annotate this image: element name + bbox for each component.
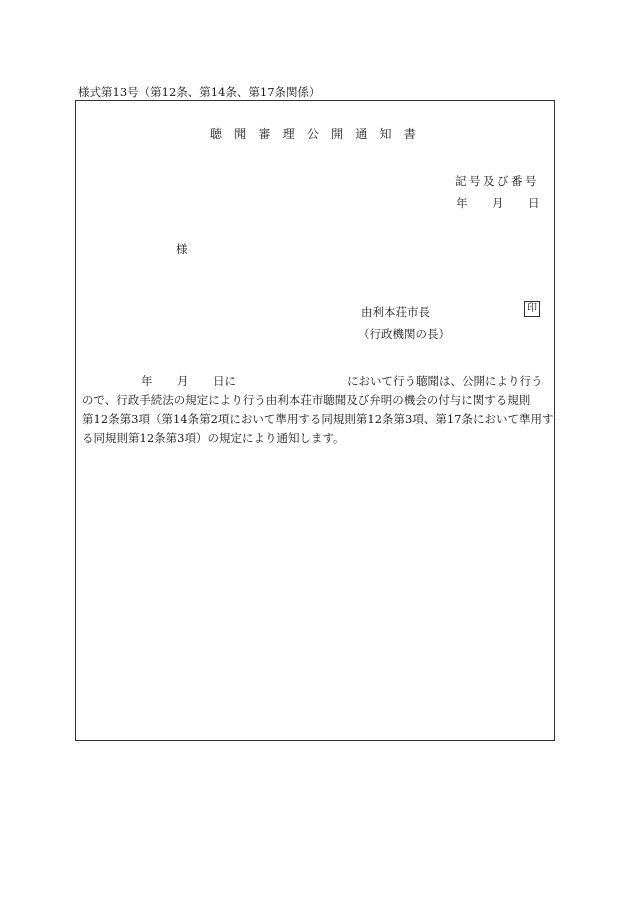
date-day-label: 日 xyxy=(528,196,540,210)
body-line-3: 第12条第3項（第14条第2項において準用する同規則第12条第3項、第17条において準用す xyxy=(82,412,554,426)
hearing-date-day: 日に xyxy=(213,374,236,388)
addressee-suffix: 様 xyxy=(176,242,188,256)
issuer-subtitle: （行政機関の長） xyxy=(358,327,450,341)
date-month-label: 月 xyxy=(492,196,504,210)
hearing-date-year: 年 xyxy=(141,374,153,388)
body-line-4: る同規則第12条第3項）の規定により通知します。 xyxy=(82,431,345,445)
body-line-1: において行う聴聞は、公開により行う xyxy=(347,374,543,388)
hearing-date-month: 月 xyxy=(177,374,189,388)
seal-mark: 印 xyxy=(524,301,540,317)
document-title: 聴 聞 審 理 公 開 通 知 書 xyxy=(210,127,420,141)
body-line-2: ので、行政手続法の規定により行う由利本荘市聴聞及び弁明の機会の付与に関する規則 xyxy=(82,393,531,407)
date-year-label: 年 xyxy=(456,196,468,210)
issuer-name: 由利本荘市長 xyxy=(361,305,430,319)
form-number: 様式第13号（第12条、第14条、第17条関係） xyxy=(78,85,321,99)
reference-number-label: 記号及び番号 xyxy=(455,174,539,188)
